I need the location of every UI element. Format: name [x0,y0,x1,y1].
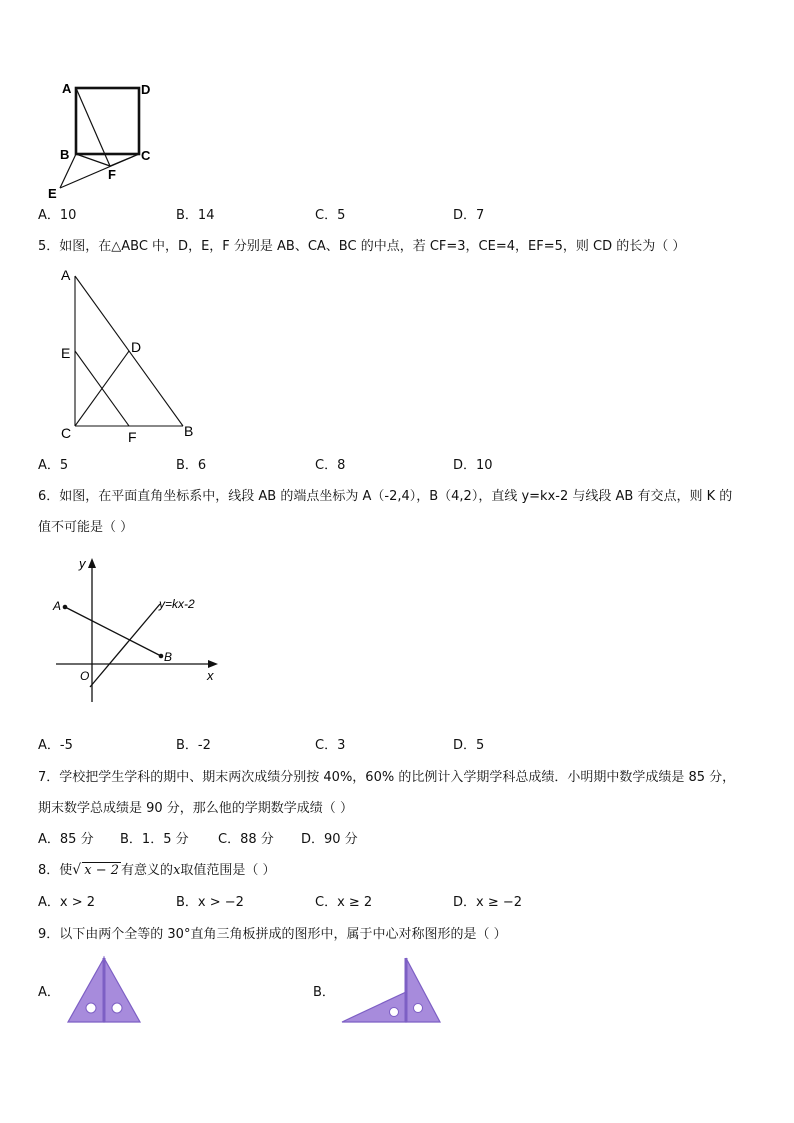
q7-option-d[interactable]: D．90 分 [301,832,358,847]
q4-option-b[interactable]: B．14 [176,208,215,223]
q6-label-b: B [164,650,173,664]
q5-option-b[interactable]: B．6 [176,458,207,473]
q8-prefix: 8．使 [38,863,73,878]
q6-label-a: A [53,599,62,613]
q5-label-b: B [184,423,194,439]
q6-label-o: O [80,669,90,683]
q6-figure [50,552,230,710]
q5-figure [55,262,205,447]
q4-option-d[interactable]: D．7 [453,208,485,223]
q4-figure [40,78,170,203]
q6-label-y: y [79,556,86,571]
q8-suffix-a: 有意义的 [121,863,174,878]
q6-option-a[interactable]: A．-5 [38,738,73,753]
q4-option-a[interactable]: A．10 [38,208,77,223]
q9-option-b-figure[interactable] [340,954,444,1026]
q8-option-a[interactable]: A．x > 2 [38,895,96,910]
q9-option-a-figure[interactable] [64,954,144,1026]
q6-line-label: y=kx-2 [159,597,195,611]
q6-option-c[interactable]: C．3 [315,738,346,753]
q5-question-text: 5．如图，在△ABC 中，D，E，F 分别是 AB、CA、BC 的中点，若 CF=3，CE=4，EF=5，则 CD 的长为（ ） [38,239,686,254]
q4-label-a: A [62,81,72,96]
q8-suffix-b: 取值范围是（ ） [180,863,276,878]
q9-question-text: 9．以下由两个全等的 30°直角三角板拼成的图形中，属于中心对称图形的是（ ） [38,927,507,942]
q4-label-c: C [141,148,151,163]
radical-sign-icon: √ [72,862,82,878]
q9-option-a[interactable]: A． [38,985,60,1000]
q7-option-c[interactable]: C．88 分 [218,832,274,847]
q5-option-d[interactable]: D．10 [453,458,493,473]
q7-question-line2: 期末数学总成绩是 90 分，那么他的学期数学成绩（ ） [38,801,353,816]
q8-question [38,862,276,880]
q9-option-b[interactable]: B． [313,985,335,1000]
q5-label-d: D [131,339,142,355]
q9-b-hole-right [414,1004,423,1013]
q8-option-d[interactable]: D．x ≥ −2 [453,895,523,910]
q5-label-f: F [128,429,137,445]
q6-option-d[interactable]: D．5 [453,738,485,753]
q6-option-b[interactable]: B．-2 [176,738,211,753]
q9-a-hole-right [112,1003,122,1013]
q9-b-left-triangle [342,992,406,1022]
q5-label-a: A [61,267,71,283]
q5-label-c: C [61,425,72,441]
q9-a-hole-left [86,1003,96,1013]
q7-question-line1: 7．学校把学生学科的期中、期末两次成绩分别按 40%，60% 的比例计入学期学科总成绩．小明期中数学成绩是 85 分， [38,770,736,785]
q6-question-line2: 值不可能是（ ） [38,520,134,535]
q4-label-e: E [48,186,57,201]
q8-option-c[interactable]: C．x ≥ 2 [315,895,373,910]
q9-b-right-triangle [406,958,440,1022]
q4-label-d: D [141,82,151,97]
q5-label-e: E [61,345,71,361]
q5-option-a[interactable]: A．5 [38,458,69,473]
q8-var: x [173,863,181,878]
q8-radicand: x − 2 [84,863,120,878]
q7-option-a[interactable]: A．85 分 [38,832,94,847]
q9-a-right-triangle [104,958,140,1022]
q6-question-line1: 6．如图，在平面直角坐标系中，线段 AB 的端点坐标为 A（-2,4），B（4,2），直线 y=kx-2 与线段 AB 有交点，则 K 的 [38,489,733,504]
q9-a-left-triangle [68,958,104,1022]
q8-option-b[interactable]: B．x > −2 [176,895,244,910]
q9-b-hole-left [390,1008,399,1017]
q4-label-f: F [108,167,116,182]
q4-label-b: B [60,147,70,162]
q4-option-c[interactable]: C．5 [315,208,346,223]
q8-sqrt-expression [72,862,121,880]
q7-option-b[interactable]: B．1．5 分 [120,832,189,847]
q5-option-c[interactable]: C．8 [315,458,346,473]
q6-label-x: x [207,668,214,683]
